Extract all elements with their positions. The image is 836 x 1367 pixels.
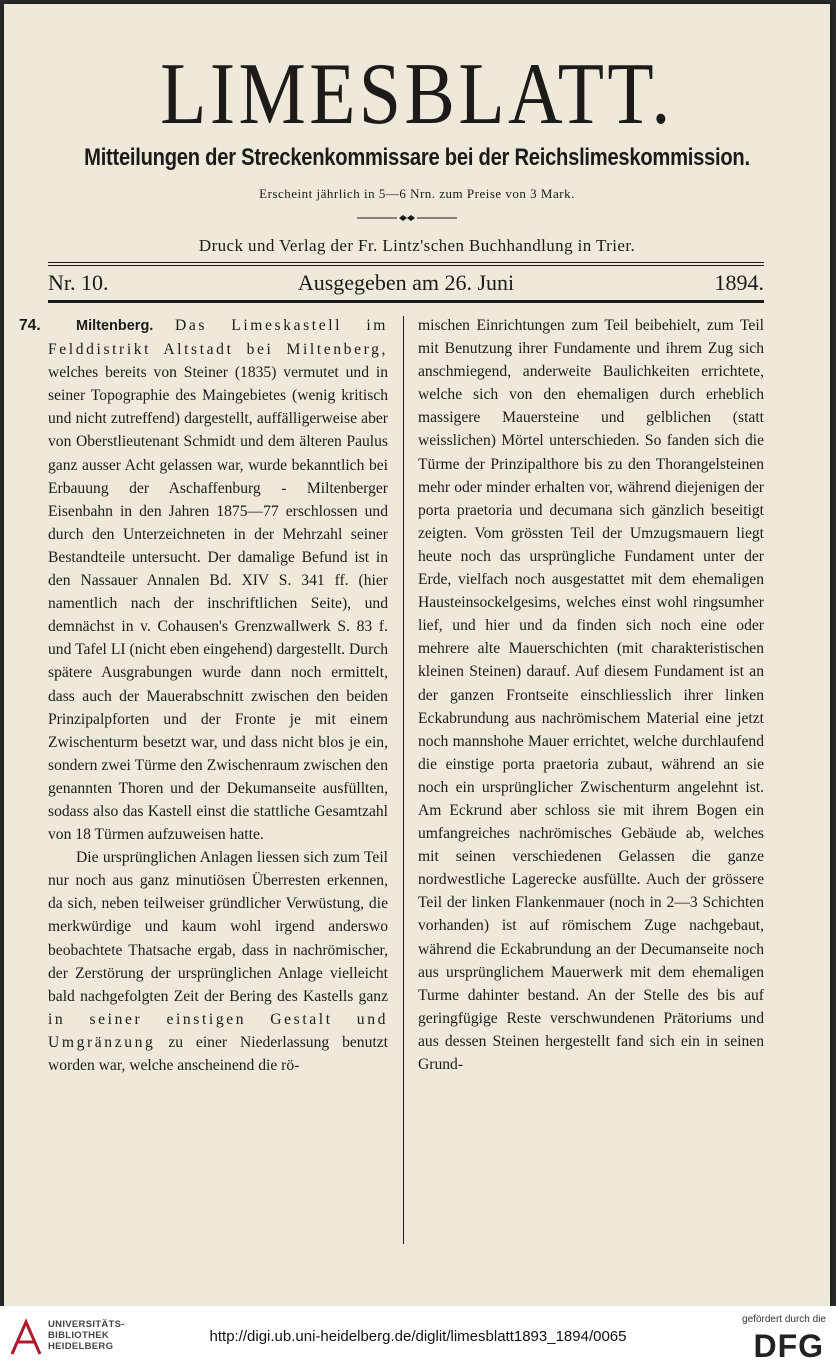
paragraph-2-spaced: in seiner einstigen Gestalt und Umgränzung	[48, 1010, 388, 1051]
newspaper-page	[4, 4, 830, 1306]
dfg-logo[interactable]: DFG	[753, 1328, 824, 1364]
library-line-1: UNIVERSITÄTS-	[48, 1319, 125, 1330]
paragraph-2	[48, 846, 388, 1077]
ornament-divider	[357, 214, 457, 222]
masthead-subtitle: Mitteilungen der Streckenkommissare bei der Reichslimeskommission.	[84, 144, 750, 171]
paragraph-2-text-a: Die ursprünglichen Anlagen liessen sich zum Teil nur noch aus ganz minutiösen Überresten erkennen, da sich, neben teilweiser gründlicher Verwüstung, die merkwürdige und kaum wohl irgend anderswo beobachtete Thatsache ergab, dass in nachrömischer, der Zerstörung der ursprünglichen Anlage vielleicht bald nachgefolgten Zeit der Bering des Kastells ganz	[48, 849, 388, 1005]
issue-date: Ausgegeben am 26. Juni	[297, 270, 515, 295]
right-column	[418, 314, 764, 1076]
publication-notice: Erscheint jährlich in 5—6 Nrn. zum Preise von 3 Mark.	[259, 186, 575, 201]
issue-line	[48, 270, 764, 298]
header-rule-top	[48, 262, 764, 263]
paragraph-2-text-b: zu einer Niederlassung benutzt worden war, welche anscheinend die rö-	[48, 1033, 388, 1074]
library-line-2: BIBLIOTHEK	[48, 1330, 110, 1341]
paragraph-3: mischen Einrichtungen zum Teil beibehielt, zum Teil mit Benutzung ihrer Fundamente und ihrem Zug sich anschmiegend, anderweite Baulichkeiten errichtete, welche sich von den ehemaligen durch erheblich massigere Mauersteine und gelblichen (statt weisslichen) Mörtel unterschieden. So fanden sich die Türme der Prinzipalthore bis zu den Thorangelsteinen mehr oder minder erhalten vor, während diejenigen der porta praetoria und decumana sich gänzlich beseitigt zeigten. Vom grössten Teil der Umzugsmauern liegt heute noch das ursprüngliche Fundament unter der Erde, vielfach noch ausgestattet mit dem ehemaligen Hausteinsockelgesims, welches einst wohl ringsumher lief, und hier und da finden sich noch eine oder mehrere alte Mauerschichten (mit charakteristischen kleinen Steinen) darauf. Auf diesem Fundament ist an der ganzen Frontseite einschliesslich ihrer linken Eckabrundung aus nachrömischem Material eine jetzt noch mannshohe Mauer errichtet, welche durchlaufend die einstige porta praetoria zubaut, während an sie noch ein ursprünglicher Zwischenturm angelehnt ist. Am Eckrund aber schloss sie mit ihrem Bogen ein umfangreiches nachrömisches Gebäude ab, welches mit seinen verschiedenen Gelassen die ganze nordwestliche Lagerecke ausfüllte. Auch der grössere Teil der linken Flankenmauer (noch in 2—3 Schichten vorhanden) ist auf römischem Zuge nachgebaut, während die Eckabrundung an der Decumanseite noch aus ursprünglichem Mauerwerk mit dem ehemaligen Turme dahinter bestand. An der Stelle des bis auf geringfügige Reste verschwundenen Prätoriums und aus dessen Steinen hergestellt fand sich ein in seinen Grund-	[418, 317, 764, 1073]
paragraph-1-text: welches bereits von Steiner (1835) vermutet und in seiner Topographie des Maingebietes (wenig kritisch und nicht zutreffend) dargestellt, auffälligerweise aber von Oberstlieutenant Schmidt und dem älteren Paulus ganz ausser Acht gelassen war, wurde bekanntlich bei Erbauung der Aschaffenburg - Miltenberger Eisenbahn in den Jahren 1875—77 erschlossen und durch den Unterzeichneten in der Mehrzahl seiner Bestandteile untersucht. Der damalige Befund ist in den Nassauer Annalen Bd. XIV S. 341 ff. (hier namentlich nach der inschriftlichen Seite), und demnächst in v. Cohausen's Grenzwallwerk S. 83 f. und Tafel LI (nicht eben eingehend) dargestellt. Durch spätere Ausgrabungen wurde dann noch ermittelt, dass auch der Mauerabschnitt zwischen den beiden Prinzipalpforten und der Fronte je mit einem Zwischenturm besetzt war, und dass nicht blos je ein, sondern zwei Türme den Zwischenraum zwischen den genannten Thoren und der Dekumanseite ausfüllten, sodass also das Kastell einst die stattliche Gesamtzahl von 18 Türmen aufzuweisen hatte.	[48, 364, 388, 844]
left-column	[48, 314, 388, 1077]
library-line-3: HEIDELBERG	[48, 1341, 114, 1352]
header-rule-top-2	[48, 265, 764, 266]
page-url-link[interactable]: http://digi.ub.uni-heidelberg.de/diglit/limesblatt1893_1894/0065	[209, 1328, 627, 1345]
issue-year: 1894.	[714, 270, 764, 295]
paragraph-1	[48, 314, 388, 846]
masthead-title: LIMESBLATT.	[160, 46, 674, 143]
issue-number: Nr. 10.	[48, 270, 109, 295]
header-rule-bottom	[48, 300, 764, 303]
publisher-line: Druck und Verlag der Fr. Lintz'schen Buchhandlung in Trier.	[198, 236, 636, 255]
entry-number: 74.	[19, 317, 41, 334]
funder-label: gefördert durch die	[742, 1314, 826, 1325]
place-heading: Miltenberg.	[76, 318, 154, 334]
viewer-footer	[0, 1306, 836, 1367]
paragraph-1-spaced: Das Limeskastell im Felddistrikt Altstadt bei Miltenberg,	[48, 317, 388, 359]
column-divider	[403, 316, 404, 1244]
